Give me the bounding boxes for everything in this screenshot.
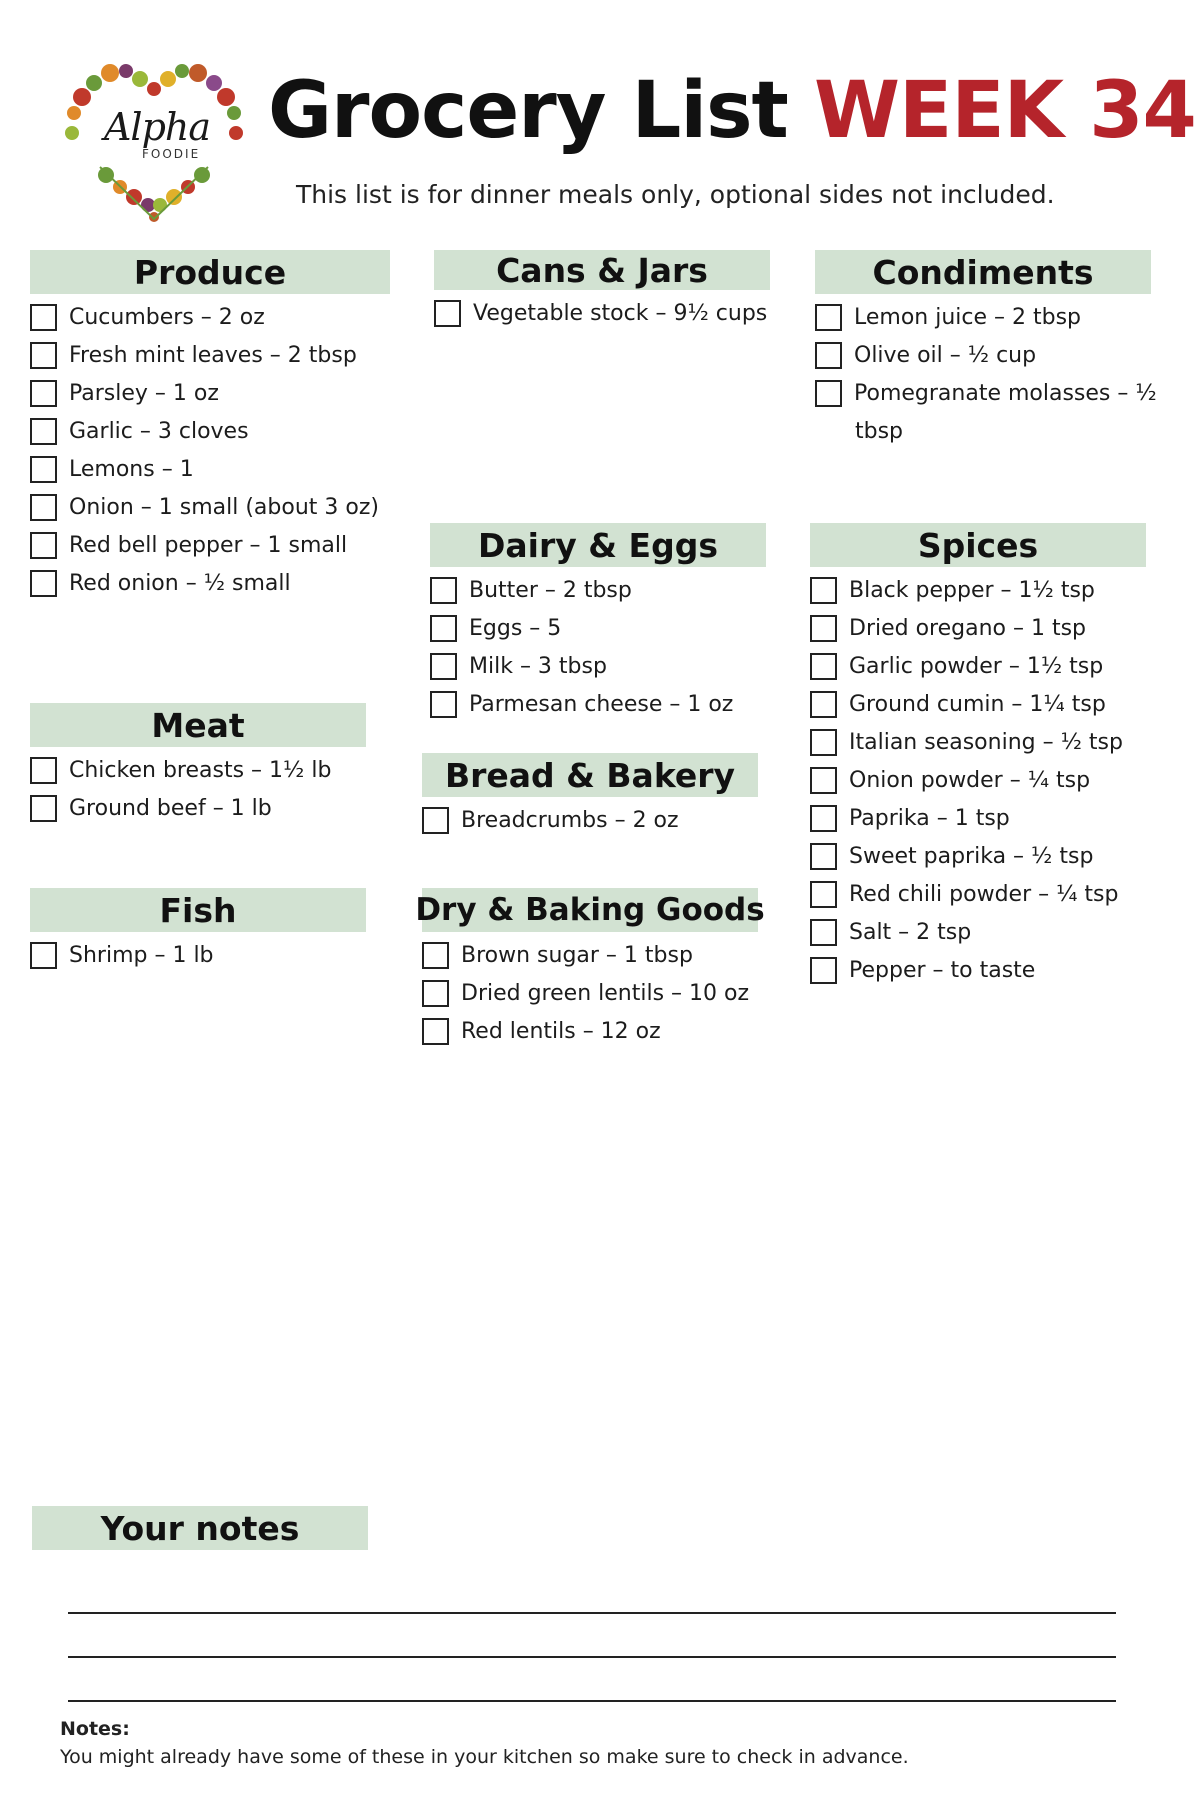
checkbox[interactable] — [810, 767, 837, 794]
checkbox[interactable] — [422, 807, 449, 834]
checkbox[interactable] — [810, 653, 837, 680]
item-label: Garlic – 3 cloves — [69, 418, 249, 444]
checkbox[interactable] — [810, 919, 837, 946]
item-label: Breadcrumbs – 2 oz — [461, 807, 679, 833]
spices-list — [810, 571, 1146, 989]
title-main: Grocery List — [268, 66, 788, 156]
list-item[interactable] — [815, 336, 1151, 374]
item-label: Parsley – 1 oz — [69, 380, 219, 406]
fish-list — [30, 936, 366, 974]
item-label: Sweet paprika – ½ tsp — [849, 843, 1094, 869]
list-item[interactable] — [434, 294, 770, 332]
checkbox[interactable] — [810, 843, 837, 870]
section-dairy-eggs — [430, 523, 766, 723]
checkbox[interactable] — [430, 653, 457, 680]
cans-list — [434, 294, 770, 332]
list-item[interactable] — [815, 298, 1151, 336]
list-item[interactable] — [810, 913, 1146, 951]
section-fish — [30, 888, 366, 974]
section-heading: Spices — [810, 523, 1146, 567]
section-produce — [30, 250, 390, 602]
checkbox[interactable] — [30, 795, 57, 822]
checkbox[interactable] — [810, 577, 837, 604]
checkbox[interactable] — [810, 957, 837, 984]
section-heading: Produce — [30, 250, 390, 294]
list-item[interactable] — [30, 298, 390, 336]
list-item[interactable] — [430, 685, 766, 723]
list-item[interactable] — [810, 647, 1146, 685]
item-label: Onion powder – ¼ tsp — [849, 767, 1091, 793]
list-item[interactable] — [30, 526, 390, 564]
checkbox[interactable] — [30, 304, 57, 331]
checkbox[interactable] — [434, 300, 461, 327]
checkbox[interactable] — [810, 691, 837, 718]
logo-subtext: FOODIE — [142, 147, 201, 161]
bread-list — [422, 801, 758, 839]
page-title — [268, 66, 1196, 156]
item-label: Salt – 2 tsp — [849, 919, 972, 945]
list-item[interactable] — [422, 1012, 758, 1050]
item-label: Onion – 1 small (about 3 oz) — [69, 494, 379, 520]
checkbox[interactable] — [430, 691, 457, 718]
list-item[interactable] — [422, 936, 758, 974]
item-label: Fresh mint leaves – 2 tbsp — [69, 342, 357, 368]
section-heading: Dry & Baking Goods — [422, 888, 758, 932]
list-item[interactable] — [30, 450, 390, 488]
list-item[interactable] — [430, 647, 766, 685]
item-label: Red lentils – 12 oz — [461, 1018, 661, 1044]
item-label: Pomegranate molasses – ½ — [854, 380, 1157, 406]
item-label: Dried oregano – 1 tsp — [849, 615, 1087, 641]
list-item[interactable] — [810, 951, 1146, 989]
list-item[interactable] — [810, 875, 1146, 913]
dry-list — [422, 936, 758, 1050]
section-heading: Meat — [30, 703, 366, 747]
item-label: Red bell pepper – 1 small — [69, 532, 348, 558]
item-label: Pepper – to taste — [849, 957, 1036, 983]
checkbox[interactable] — [810, 881, 837, 908]
list-item[interactable] — [30, 936, 366, 974]
item-label: Shrimp – 1 lb — [69, 942, 214, 968]
item-label: Red onion – ½ small — [69, 570, 291, 596]
item-label: Cucumbers – 2 oz — [69, 304, 265, 330]
produce-list — [30, 298, 390, 602]
title-week: WEEK 34 — [814, 66, 1196, 156]
section-meat — [30, 703, 366, 827]
section-condiments — [815, 250, 1157, 450]
section-dry-baking — [415, 888, 765, 1050]
list-item[interactable] — [30, 412, 390, 450]
list-item[interactable] — [422, 801, 758, 839]
item-label: Milk – 3 tbsp — [469, 653, 607, 679]
section-heading: Bread & Bakery — [422, 753, 758, 797]
checkbox[interactable] — [422, 980, 449, 1007]
item-label-continuation: tbsp — [855, 418, 904, 444]
checkbox[interactable] — [30, 418, 57, 445]
item-label: Ground cumin – 1¼ tsp — [849, 691, 1106, 717]
item-label: Brown sugar – 1 tbsp — [461, 942, 693, 968]
list-item[interactable] — [810, 837, 1146, 875]
section-cans-jars — [434, 250, 770, 332]
item-label: Chicken breasts – 1½ lb — [69, 757, 332, 783]
section-heading: Fish — [30, 888, 366, 932]
notes-writing-line[interactable] — [68, 1656, 1116, 1658]
checkbox[interactable] — [815, 380, 842, 407]
list-item[interactable] — [30, 751, 366, 789]
notes-writing-line[interactable] — [68, 1612, 1116, 1614]
item-label: Italian seasoning – ½ tsp — [849, 729, 1123, 755]
item-label: Butter – 2 tbsp — [469, 577, 632, 603]
item-label: Garlic powder – 1½ tsp — [849, 653, 1104, 679]
list-item[interactable] — [810, 685, 1146, 723]
section-spices — [810, 523, 1146, 989]
checkbox[interactable] — [30, 532, 57, 559]
checkbox[interactable] — [30, 570, 57, 597]
section-heading: Your notes — [32, 1506, 368, 1550]
footer-notes-text: You might already have some of these in your kitchen so make sure to check in advance. — [60, 1746, 909, 1768]
item-label: Paprika – 1 tsp — [849, 805, 1010, 831]
item-label: Red chili powder – ¼ tsp — [849, 881, 1119, 907]
list-item[interactable] — [810, 761, 1146, 799]
list-item[interactable] — [30, 789, 366, 827]
checkbox[interactable] — [810, 729, 837, 756]
section-heading: Cans & Jars — [434, 250, 770, 290]
list-item[interactable] — [815, 374, 1157, 412]
alpha-foodie-logo — [60, 55, 248, 223]
checkbox[interactable] — [30, 342, 57, 369]
section-bread-bakery — [422, 753, 758, 839]
dairy-list — [430, 571, 766, 723]
list-item[interactable] — [30, 336, 390, 374]
meat-list — [30, 751, 366, 827]
checkbox[interactable] — [430, 615, 457, 642]
list-item[interactable] — [430, 609, 766, 647]
checkbox[interactable] — [430, 577, 457, 604]
list-item[interactable] — [810, 609, 1146, 647]
checkbox[interactable] — [815, 342, 842, 369]
item-label: Lemon juice – 2 tbsp — [854, 304, 1082, 330]
list-item[interactable] — [30, 564, 390, 602]
item-label: Dried green lentils – 10 oz — [461, 980, 750, 1006]
checkbox[interactable] — [422, 1018, 449, 1045]
item-label: Olive oil – ½ cup — [854, 342, 1037, 368]
list-item[interactable] — [422, 974, 758, 1012]
section-heading: Condiments — [815, 250, 1151, 294]
list-item[interactable] — [30, 374, 390, 412]
checkbox[interactable] — [30, 757, 57, 784]
checkbox[interactable] — [30, 494, 57, 521]
item-label: Lemons – 1 — [69, 456, 194, 482]
list-item[interactable] — [30, 488, 390, 526]
checkbox[interactable] — [422, 942, 449, 969]
item-label: Ground beef – 1 lb — [69, 795, 272, 821]
footer-notes-heading: Notes: — [60, 1718, 130, 1740]
checkbox[interactable] — [810, 615, 837, 642]
page-subtitle: This list is for dinner meals only, optional sides not included. — [296, 180, 1055, 209]
checkbox[interactable] — [815, 304, 842, 331]
section-your-notes — [32, 1506, 368, 1550]
item-label: Black pepper – 1½ tsp — [849, 577, 1095, 603]
item-label: Eggs – 5 — [469, 615, 562, 641]
footer-notes — [60, 1718, 909, 1768]
checkbox[interactable] — [30, 456, 57, 483]
checkbox[interactable] — [30, 380, 57, 407]
condiments-list — [815, 298, 1157, 450]
item-label: Parmesan cheese – 1 oz — [469, 691, 734, 717]
list-item[interactable] — [810, 799, 1146, 837]
section-heading: Dairy & Eggs — [430, 523, 766, 567]
notes-writing-line[interactable] — [68, 1700, 1116, 1702]
item-label: Vegetable stock – 9½ cups — [473, 300, 768, 326]
logo-wordmark: Alpha — [103, 105, 211, 149]
checkbox[interactable] — [30, 942, 57, 969]
list-item[interactable] — [430, 571, 766, 609]
checkbox[interactable] — [810, 805, 837, 832]
list-item[interactable] — [810, 723, 1146, 761]
list-item[interactable] — [810, 571, 1146, 609]
